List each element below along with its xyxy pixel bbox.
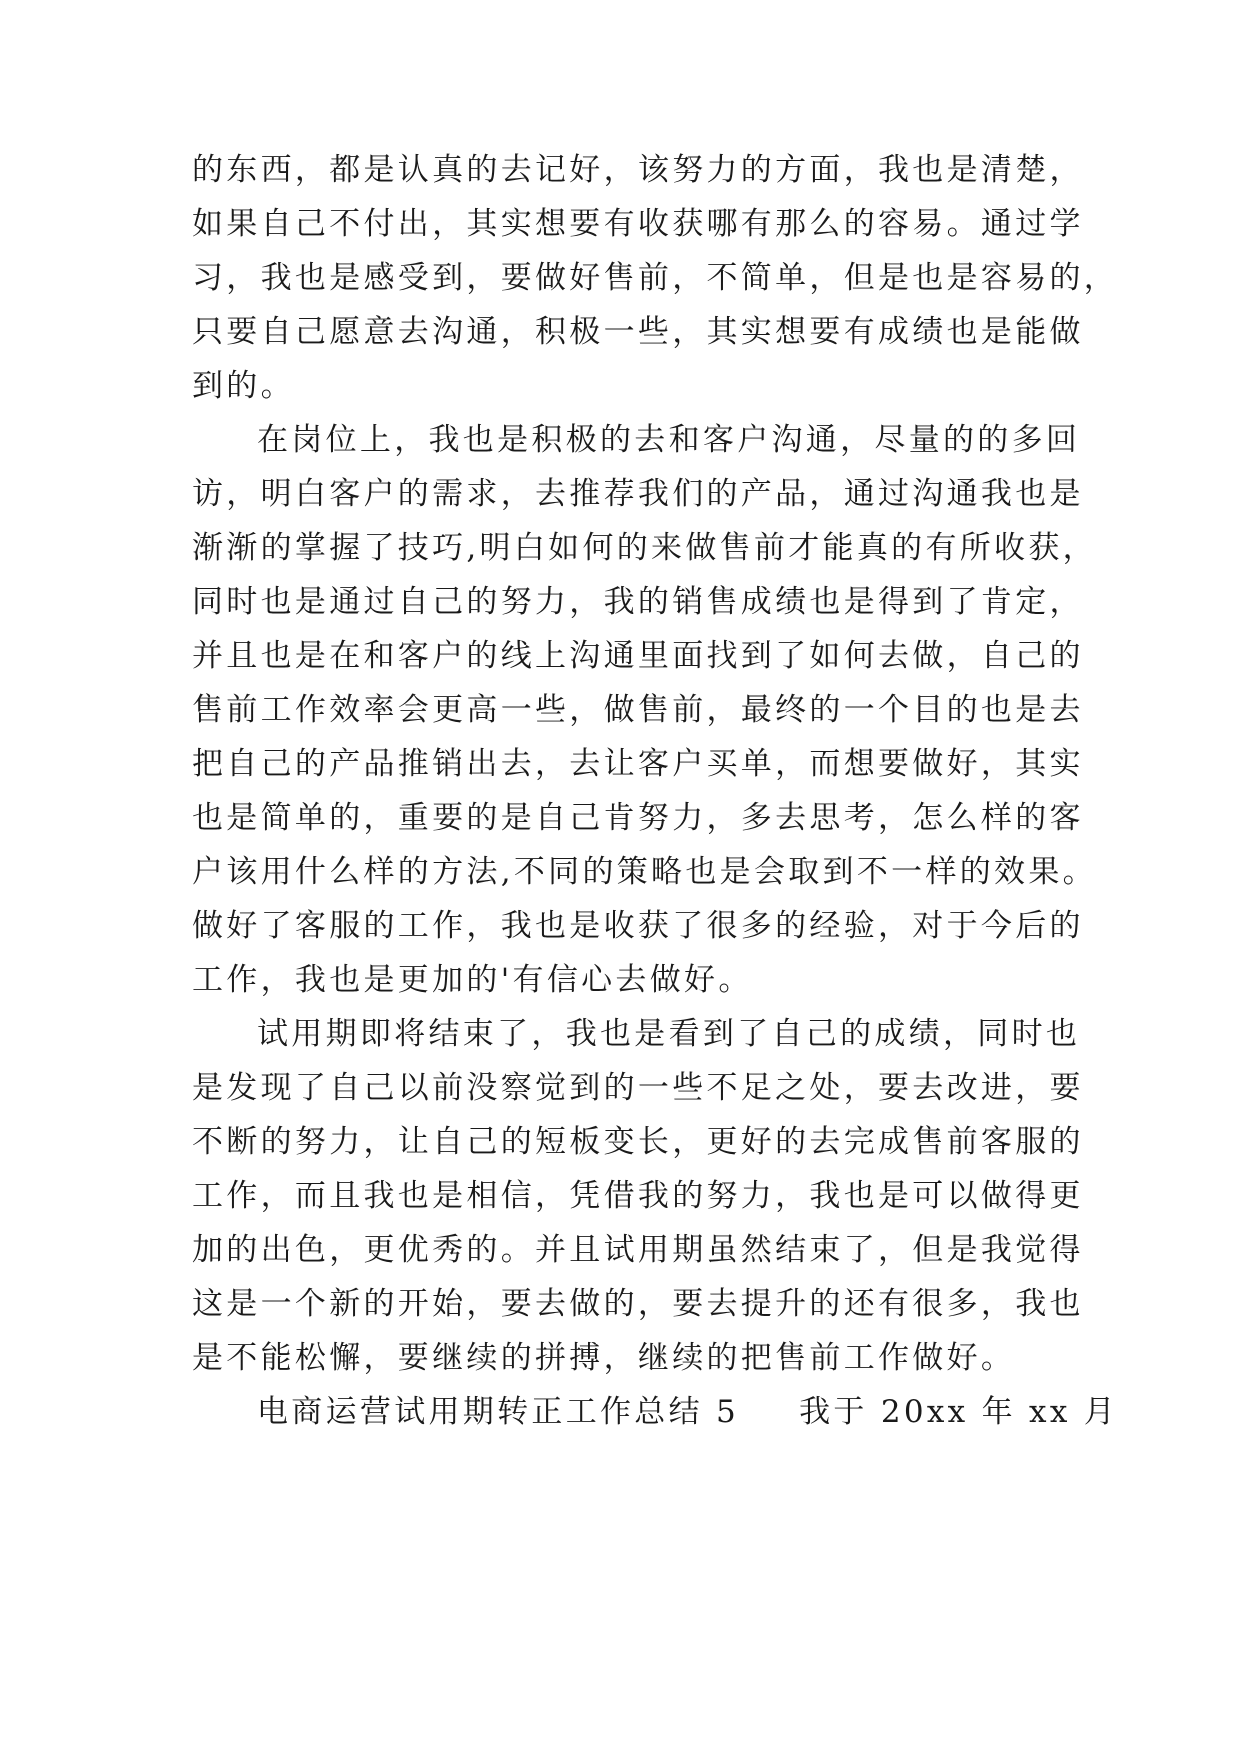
text-line: 到的。	[192, 368, 295, 404]
text-line: 如果自己不付出，其实想要有收获哪有那么的容易。通过学	[192, 206, 1084, 242]
text-line: 访，明白客户的需求，去推荐我们的产品，通过沟通我也是	[192, 476, 1084, 512]
text-line: 做好了客服的工作，我也是收获了很多的经验，对于今后的	[192, 908, 1084, 944]
paragraph-start-line: 在岗位上，我也是积极的去和客户沟通，尽量的的多回	[257, 422, 1081, 458]
text-line: 的东西，都是认真的去记好，该努力的方面，我也是清楚，	[192, 152, 1084, 188]
text-line: 户该用什么样的方法,不同的策略也是会取到不一样的效果。	[192, 854, 1097, 890]
text-line: 工作，而且我也是相信，凭借我的努力，我也是可以做得更	[192, 1178, 1084, 1214]
text-line: 只要自己愿意去沟通，积极一些，其实想要有成绩也是能做	[192, 314, 1084, 350]
text-line: 不断的努力，让自己的短板变长，更好的去完成售前客服的	[192, 1124, 1084, 1160]
text-line: 售前工作效率会更高一些，做售前，最终的一个目的也是去	[192, 692, 1084, 728]
section-title-line	[257, 1392, 1118, 1432]
text-line: 也是简单的，重要的是自己肯努力，多去思考，怎么样的客	[192, 800, 1084, 836]
text-line: 渐渐的掌握了技巧,明白如何的来做售前才能真的有所收获，	[192, 530, 1097, 566]
text-line: 工作，我也是更加的'有信心去做好。	[192, 962, 753, 998]
text-line: 加的出色，更优秀的。并且试用期虽然结束了，但是我觉得	[192, 1232, 1084, 1268]
text-line: 并且也是在和客户的线上沟通里面找到了如何去做，自己的	[192, 638, 1084, 674]
text-line: 这是一个新的开始，要去做的，要去提升的还有很多，我也	[192, 1286, 1084, 1322]
text-line: 把自己的产品推销出去，去让客户买单，而想要做好，其实	[192, 746, 1084, 782]
text-line: 是发现了自己以前没察觉到的一些不足之处，要去改进，要	[192, 1070, 1084, 1106]
section-title: 电商运营试用期转正工作总结 5	[257, 1394, 740, 1430]
text-line: 同时也是通过自己的努力，我的销售成绩也是得到了肯定，	[192, 584, 1084, 620]
text-line: 习，我也是感受到，要做好售前，不简单，但是也是容易的，	[192, 260, 1119, 296]
text-line: 是不能松懈，要继续的拼搏，继续的把售前工作做好。	[192, 1340, 1016, 1376]
section-intro-text: 我于 20xx 年 xx 月	[799, 1394, 1119, 1430]
paragraph-start-line: 试用期即将结束了，我也是看到了自己的成绩，同时也	[257, 1016, 1081, 1052]
